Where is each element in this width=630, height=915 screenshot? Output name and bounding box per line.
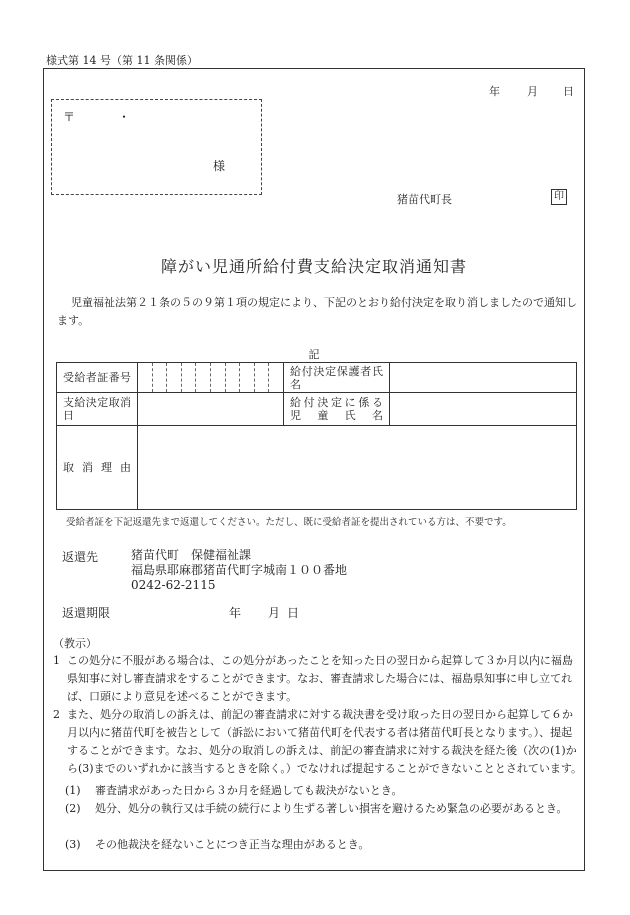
digit-boxes: [138, 363, 283, 392]
reason-value[interactable]: [138, 426, 577, 510]
honorific-sama: 様: [213, 159, 226, 173]
instruction-item-number: 1: [53, 654, 60, 667]
cancel-date-label-cell: [57, 393, 138, 426]
intro-text: 児童福祉法第２１条の５の９第１項の規定により、下記のとおり給付決定を取り消しましたので通知します。: [57, 296, 577, 327]
instruction-heading: （教示）: [53, 637, 97, 650]
child-name-label-line2: 児童氏名: [290, 409, 383, 422]
recipient-cert-label: 受給者証番号: [63, 371, 131, 384]
instruction-item: [53, 652, 583, 706]
seal-mark: 印: [551, 189, 567, 205]
instruction-item-text: この処分に不服がある場合は、この処分があったことを知った日の翌日から起算して３か月以内に福島県知事に対し審査請求をすることができます。なお、審査請求した場合には、福島県知事に申し立てれば、口頭により意見を述べることができます。: [67, 654, 573, 703]
cancel-date-value[interactable]: [138, 393, 284, 426]
guardian-name-value[interactable]: [390, 363, 577, 393]
instruction-subitem: [65, 782, 583, 800]
instruction-subitem-number: (3): [65, 838, 81, 851]
return-to-line1: 猪苗代町 保健福祉課: [131, 548, 252, 562]
address-box: [51, 99, 262, 195]
issuer-title: 猪苗代町長: [397, 193, 452, 206]
date-month-label: 月: [527, 85, 538, 98]
notice-table: [56, 362, 577, 510]
guardian-name-label-cell: [284, 363, 390, 393]
return-to-address: [131, 548, 347, 593]
instruction-subitem-number: (2): [65, 802, 81, 815]
date-year-label: 年: [489, 85, 500, 98]
recipient-cert-digits[interactable]: [138, 363, 284, 393]
reason-label: 取消理由: [63, 461, 131, 474]
postal-separator: ・: [118, 110, 131, 124]
instruction-subitem: [65, 836, 583, 854]
instruction-item-text: また、処分の取消しの訴えは、前記の審査請求に対する裁決書を受け取った日の翌日から起算して６か月以内に猪苗代町を被告として（訴訟において猪苗代町を代表する者は猪苗代町長となります。）、提起することができます。なお、処分の取消しの訴えは、前記の審査請求に対する裁決を経た後（次の(1)から(3)までのいずれかに該当するときを除く。）でなければ提起することができないこととされています。: [67, 708, 582, 775]
child-name-label-line1: 給付決定に係る: [290, 396, 383, 409]
deadline-label: 返還期限: [62, 606, 111, 620]
return-to-phone: 0242-62-2115: [131, 578, 216, 592]
instruction-subitem-text: その他裁決を経ないことにつき正当な理由があるとき。: [95, 838, 370, 851]
deadline-month-label: 月: [268, 606, 281, 620]
return-to-label: 返還先: [62, 550, 99, 564]
recipient-cert-label-cell: [57, 363, 138, 393]
instruction-subitem-number: (1): [65, 784, 81, 797]
return-to-line2: 福島県耶麻郡猪苗代町字城南１００番地: [131, 563, 348, 577]
reason-label-cell: [57, 426, 138, 510]
child-name-value[interactable]: [390, 393, 577, 426]
form-number: 様式第 14 号（第 11 条関係）: [46, 54, 198, 67]
deadline-year-label: 年: [229, 606, 242, 620]
deadline-day-label: 日: [287, 606, 300, 620]
instruction-item-number: 2: [53, 708, 60, 721]
instruction-subitem: [65, 800, 583, 818]
cancel-date-label: 支給決定取消日: [63, 396, 131, 422]
return-note: 受給者証を下記返還先まで返還してください。ただし、既に受給者証を提出されている方は、不要です。: [66, 517, 512, 528]
child-name-label-cell: [284, 393, 390, 426]
postal-mark: 〒: [63, 110, 76, 124]
ki-heading: 記: [308, 348, 320, 361]
document-title: 障がい児通所給付費支給決定取消通知書: [160, 257, 467, 276]
date-day-label: 日: [563, 85, 574, 98]
instruction-subitem-text: 処分、処分の執行又は手続の続行により生ずる著しい損害を避けるため緊急の必要があるとき。: [95, 802, 568, 815]
instruction-subitem-text: 審査請求があった日から３か月を経過しても裁決がないとき。: [95, 784, 403, 797]
instruction-item: [53, 706, 583, 778]
guardian-name-label: 給付決定保護者氏名: [290, 364, 383, 391]
